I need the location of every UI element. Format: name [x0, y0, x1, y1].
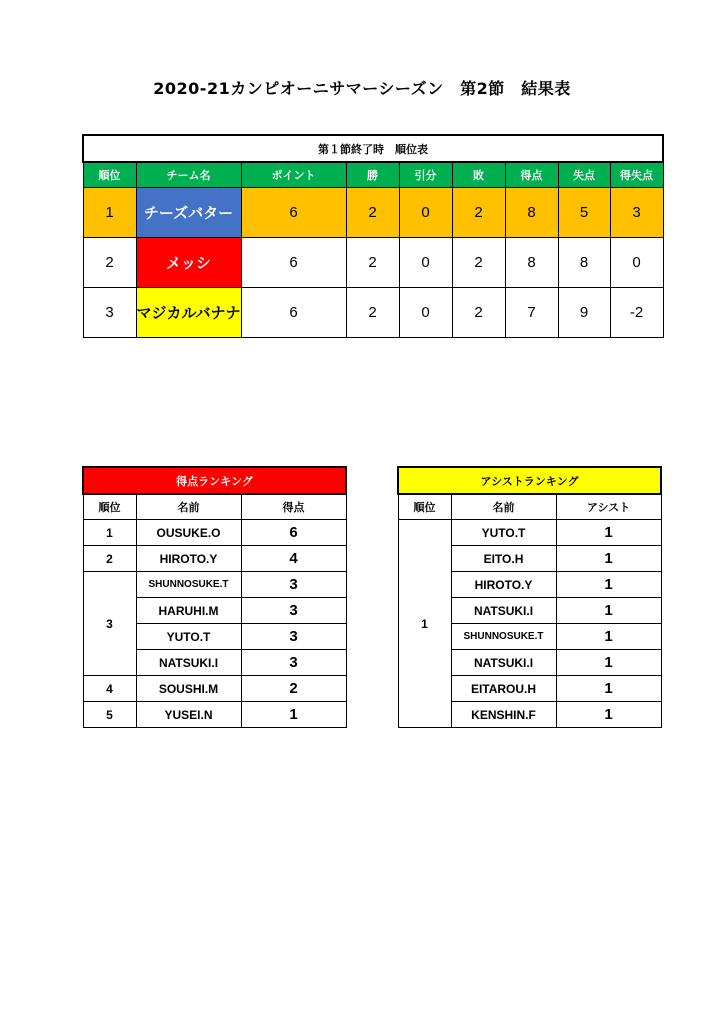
player-name-cell: SHUNNOSUKE.T — [136, 572, 241, 598]
player-name-cell: YUTO.T — [451, 520, 556, 546]
rank-cell: 2 — [83, 546, 136, 572]
goals-cell: 4 — [241, 546, 346, 572]
goals-cell: 3 — [241, 650, 346, 676]
draw-cell: 0 — [399, 238, 452, 288]
rank-cell: 1 — [398, 520, 451, 728]
goal-diff-cell: 3 — [610, 188, 663, 238]
goals-cell: 6 — [241, 520, 346, 546]
rank-cell: 3 — [83, 288, 136, 338]
team-name-cell: チーズバター — [136, 188, 241, 238]
header-name: 名前 — [451, 494, 556, 520]
player-name-cell: HIROTO.Y — [451, 572, 556, 598]
goals-for-cell: 7 — [505, 288, 558, 338]
assist-ranking-header-row — [398, 494, 661, 520]
goal-ranking-caption: 得点ランキング — [83, 467, 346, 494]
header-points: ポイント — [241, 162, 346, 188]
goals-for-cell: 8 — [505, 188, 558, 238]
rank-cell: 2 — [83, 238, 136, 288]
rank-cell: 1 — [83, 520, 136, 546]
header-goals-against: 失点 — [558, 162, 610, 188]
header-assists: アシスト — [556, 494, 661, 520]
table-row — [83, 702, 346, 728]
standings-caption: 第１節終了時 順位表 — [83, 135, 663, 162]
assists-cell: 1 — [556, 676, 661, 702]
header-win: 勝 — [346, 162, 399, 188]
goals-cell: 3 — [241, 572, 346, 598]
header-team: チーム名 — [136, 162, 241, 188]
goals-for-cell: 8 — [505, 238, 558, 288]
goal-ranking-header-row — [83, 494, 346, 520]
assist-ranking-table — [397, 466, 662, 728]
loss-cell: 2 — [452, 238, 505, 288]
header-name: 名前 — [136, 494, 241, 520]
player-name-cell: HIROTO.Y — [136, 546, 241, 572]
assists-cell: 1 — [556, 702, 661, 728]
assists-cell: 1 — [556, 624, 661, 650]
assist-ranking-caption: アシストランキング — [398, 467, 661, 494]
player-name-cell: NATSUKI.I — [136, 650, 241, 676]
goals-cell: 3 — [241, 598, 346, 624]
table-row — [83, 546, 346, 572]
player-name-cell: SHUNNOSUKE.T — [451, 624, 556, 650]
player-name-cell: OUSUKE.O — [136, 520, 241, 546]
assists-cell: 1 — [556, 598, 661, 624]
points-cell: 6 — [241, 238, 346, 288]
team-name-cell: マジカルバナナ — [136, 288, 241, 338]
win-cell: 2 — [346, 188, 399, 238]
assists-cell: 1 — [556, 546, 661, 572]
table-row — [398, 520, 661, 546]
loss-cell: 2 — [452, 188, 505, 238]
table-row — [83, 520, 346, 546]
draw-cell: 0 — [399, 188, 452, 238]
goals-cell: 3 — [241, 624, 346, 650]
points-cell: 6 — [241, 188, 346, 238]
assists-cell: 1 — [556, 572, 661, 598]
assists-cell: 1 — [556, 520, 661, 546]
assists-cell: 1 — [556, 650, 661, 676]
standings-row — [83, 288, 663, 338]
goal-ranking-table — [82, 466, 347, 728]
rank-cell: 3 — [83, 572, 136, 676]
rank-cell: 4 — [83, 676, 136, 702]
player-name-cell: YUSEI.N — [136, 702, 241, 728]
goal-diff-cell: 0 — [610, 238, 663, 288]
header-goals: 得点 — [241, 494, 346, 520]
player-name-cell: EITAROU.H — [451, 676, 556, 702]
table-row — [83, 676, 346, 702]
standings-row — [83, 238, 663, 288]
header-rank: 順位 — [83, 494, 136, 520]
goals-against-cell: 9 — [558, 288, 610, 338]
goals-against-cell: 5 — [558, 188, 610, 238]
player-name-cell: YUTO.T — [136, 624, 241, 650]
goal-diff-cell: -2 — [610, 288, 663, 338]
header-rank: 順位 — [398, 494, 451, 520]
rank-cell: 5 — [83, 702, 136, 728]
rank-cell: 1 — [83, 188, 136, 238]
header-goals-for: 得点 — [505, 162, 558, 188]
player-name-cell: EITO.H — [451, 546, 556, 572]
header-rank: 順位 — [83, 162, 136, 188]
win-cell: 2 — [346, 238, 399, 288]
table-row — [83, 572, 346, 598]
win-cell: 2 — [346, 288, 399, 338]
player-name-cell: NATSUKI.I — [451, 650, 556, 676]
draw-cell: 0 — [399, 288, 452, 338]
player-name-cell: NATSUKI.I — [451, 598, 556, 624]
goals-cell: 2 — [241, 676, 346, 702]
page-title: 2020-21カンピオーニサマーシーズン 第2節 結果表 — [153, 79, 571, 98]
header-loss: 敗 — [452, 162, 505, 188]
player-name-cell: KENSHIN.F — [451, 702, 556, 728]
player-name-cell: HARUHI.M — [136, 598, 241, 624]
player-name-cell: SOUSHI.M — [136, 676, 241, 702]
header-goal-diff: 得失点 — [610, 162, 663, 188]
loss-cell: 2 — [452, 288, 505, 338]
standings-table — [82, 134, 664, 338]
header-draw: 引分 — [399, 162, 452, 188]
goals-cell: 1 — [241, 702, 346, 728]
team-name-cell: メッシ — [136, 238, 241, 288]
points-cell: 6 — [241, 288, 346, 338]
standings-header-row — [83, 162, 663, 188]
goals-against-cell: 8 — [558, 238, 610, 288]
standings-row — [83, 188, 663, 238]
